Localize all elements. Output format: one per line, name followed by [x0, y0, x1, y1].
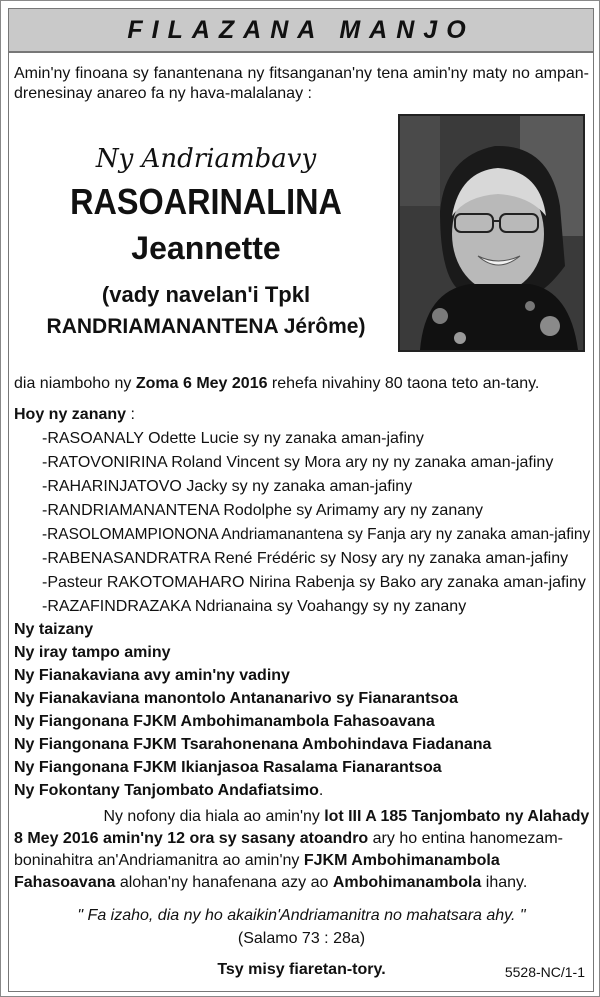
notice-title: FILAZANA MANJO — [127, 15, 475, 44]
deceased-given-name: Jeannette — [131, 230, 281, 266]
child-entry: -Pasteur RAKOTOMAHARO Nirina Rabenja sy Bako ary zanaka aman-jafiny — [42, 574, 586, 591]
relative-entry: Ny taizany — [14, 621, 94, 638]
child-entry: -RABENASANDRATRA René Frédéric sy Nosy ary ny zanaka aman-jafiny — [42, 550, 569, 567]
notice-header — [8, 8, 594, 52]
ad-code: 5528-NC/1-1 — [504, 964, 585, 980]
deceased-surname: RASOARINALINA — [70, 181, 342, 222]
funeral-line-3: boninahitra an'Andriamanitra ao amin'ny FJKM Ambohimanambola — [14, 852, 500, 869]
children-heading: Hoy ny zanany : — [14, 406, 135, 423]
child-entry: -RAZAFINDRAZAKA Ndrianaina sy Voahangy sy ny zanany — [42, 598, 467, 615]
honorific: Ny Andriambavy — [95, 144, 317, 174]
funeral-details — [14, 806, 589, 894]
portrait-photo — [398, 114, 585, 352]
relative-entry: Ny Fiangonana FJKM Ikianjasoa Rasalama Fianarantsoa — [14, 759, 442, 776]
funeral-line-2: 8 Mey 2016 amin'ny 12 ora sy sasany atoandro ary ho entina hanomezam- — [14, 830, 563, 847]
child-entry: -RATOVONIRINA Roland Vincent sy Mora ary ny ny zanaka aman-jafiny — [42, 454, 554, 471]
relative-entry: Ny Fianakaviana manontolo Antananarivo sy Fianarantsoa — [14, 690, 458, 707]
relative-entry: Ny iray tampo aminy — [14, 644, 171, 661]
relative-entry: Ny Fianakaviana avy amin'ny vadiny — [14, 667, 290, 684]
child-entry: -RASOLOMAMPIONONA Andriamanantena sy Fanja ary ny zanaka aman-jafiny — [42, 526, 591, 543]
child-entry: -RASOANALY Odette Lucie sy ny zanaka aman-jafiny — [42, 430, 424, 447]
child-entry: -RAHARINJATOVO Jacky sy ny zanaka aman-jafiny — [42, 478, 413, 495]
funeral-line-4: Fahasoavana alohan'ny hanafenana azy ao Ambohimanambola ihany. — [14, 874, 528, 891]
bible-quote: " Fa izaho, dia ny ho akaikin'Andriamanitra no mahatsara ahy. " — [77, 907, 526, 924]
relative-entry: Ny Fiangonana FJKM Tsarahonenana Ambohindava Fiadanana — [14, 736, 492, 753]
child-entry: -RANDRIAMANANTENA Rodolphe sy Arimamy ary ny zanany — [42, 502, 484, 519]
funeral-line-1: Ny nofony dia hiala ao amin'ny lot III A 185 Tanjombato ny Alahady — [103, 808, 590, 825]
spouse-line-2: RANDRIAMANANTENA Jérôme) — [46, 315, 366, 338]
intro-text: Amin'ny finoana sy fanantenana ny fitsanganan'ny tena amin'ny maty no ampan-drenesinay anareo fa ny hava-malalanay : — [14, 65, 589, 102]
relative-entry: Ny Fiangonana FJKM Ambohimanambola Fahasoavana — [14, 713, 435, 730]
death-date: Zoma 6 Mey 2016 — [135, 375, 268, 392]
death-announcement: dia niamboho ny Zoma 6 Mey 2016 rehefa nivahiny 80 taona teto an-tany. — [14, 375, 540, 392]
portrait-image — [400, 116, 583, 350]
bible-reference: (Salamo 73 : 28a) — [237, 930, 366, 947]
relative-entry-last: Ny Fokontany Tanjombato Andafiatsimo. — [14, 782, 324, 799]
spouse-line-1: (vady navelan'i Tpkl — [101, 282, 311, 307]
closing-line: Tsy misy fiaretan-tory. — [217, 961, 386, 978]
